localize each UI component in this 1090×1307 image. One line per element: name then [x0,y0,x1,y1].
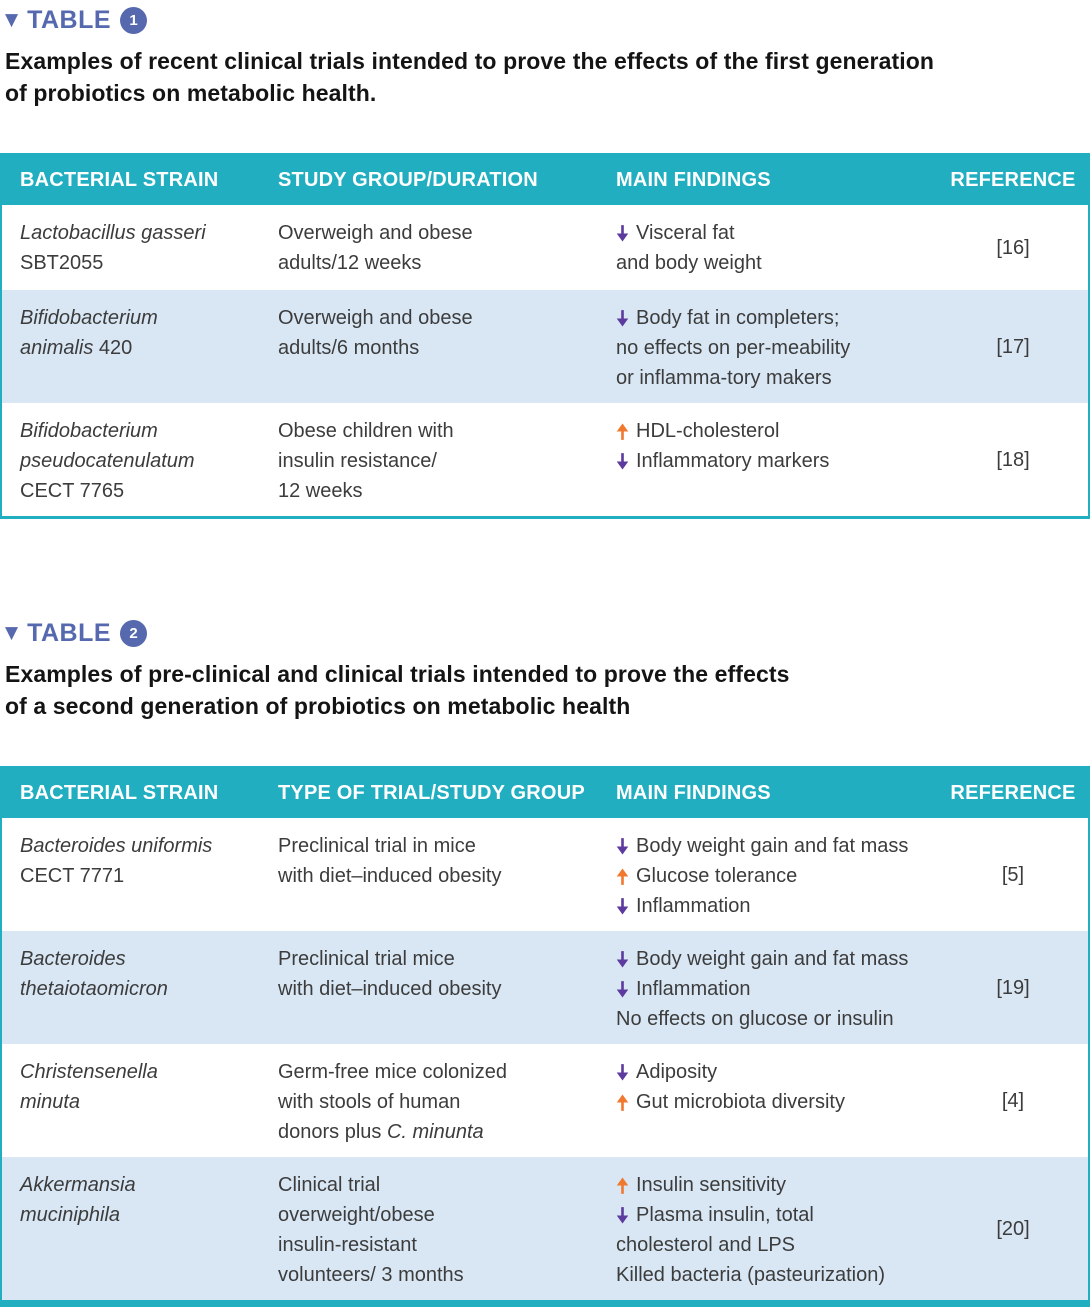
finding-text: Inflammation [636,895,751,917]
strain-line: Bifidobacterium [20,420,158,442]
table-1 [0,153,1090,519]
caption-line: of probiotics on metabolic health. [5,80,377,106]
table-row [2,818,1088,931]
column-header-bacterial-strain: BACTERIAL STRAIN [20,781,219,804]
findings-cell [598,818,938,931]
table-row [2,1044,1088,1157]
down-arrow-icon [616,951,629,968]
finding-text: Body weight gain and fat mass [636,948,909,970]
study-line: Obese children with [278,420,454,442]
study-cell [260,290,598,403]
down-arrow-icon [616,1207,629,1224]
study-line: Preclinical trial in mice [278,835,476,857]
finding-text: Adiposity [636,1061,718,1083]
table-label: TABLE [27,619,112,647]
strain-line: Bacteroides uniformis [20,835,213,857]
study-line: 12 weeks [278,480,363,502]
finding-line [616,303,932,333]
study-line: with diet–induced obesity [278,978,502,1000]
table-1-toggle[interactable] [0,6,1090,35]
finding-line [616,891,932,921]
collapse-triangle-icon: ▼ [5,623,19,643]
down-arrow-icon [616,453,629,470]
down-arrow-icon [616,898,629,915]
column-header-reference: REFERENCE [950,781,1076,804]
study-line: Germ-free mice colonized [278,1061,507,1083]
table-label: TABLE [27,6,112,34]
findings-cell [598,931,938,1044]
table-2-toggle[interactable] [0,619,1090,648]
finding-line [616,333,932,363]
strain-line: SBT2055 [20,252,104,274]
study-line: donors plus C. minunta [278,1121,484,1143]
table-2-caption [0,658,1090,722]
up-arrow-icon [616,1094,629,1111]
table-row [2,1157,1088,1300]
table-row [2,290,1088,403]
column-header-bacterial-strain: BACTERIAL STRAIN [20,168,219,191]
finding-text: and body weight [616,252,762,274]
finding-line [616,944,932,974]
finding-text: no effects on per-meability [616,337,851,359]
study-cell [260,205,598,290]
study-line: Preclinical trial mice [278,948,455,970]
column-header-study-group: STUDY GROUP/DURATION [278,168,538,191]
findings-cell [598,290,938,403]
column-header-trial-type: TYPE OF TRIAL/STUDY GROUP [278,781,585,804]
findings-cell [598,205,938,290]
strain-cell [2,818,260,931]
study-line: adults/6 months [278,337,420,359]
table-row [2,205,1088,290]
finding-text: Body fat in completers; [636,307,840,329]
strain-line: animalis 420 [20,337,133,359]
strain-cell [2,205,260,290]
strain-line: CECT 7765 [20,480,125,502]
table-2 [0,766,1090,1307]
finding-text: Glucose tolerance [636,865,798,887]
study-line: overweight/obese [278,1204,435,1226]
finding-line [616,218,932,248]
reference-cell: [4] [1001,1089,1025,1112]
table-header-row [2,155,1088,205]
strain-line: CECT 7771 [20,865,125,887]
study-line: adults/12 weeks [278,252,422,274]
finding-text: Killed bacteria (pasteurization) [616,1264,886,1286]
strain-line: muciniphila [20,1204,121,1226]
study-line: with stools of human [278,1091,461,1113]
reference-cell: [16] [996,236,1030,259]
caption-line: Examples of recent clinical trials intended to prove the effects of the first generation [5,48,935,74]
finding-text: Plasma insulin, total [636,1204,814,1226]
column-header-main-findings: MAIN FINDINGS [616,168,771,191]
finding-line [616,974,932,1004]
finding-line [616,1170,932,1200]
table-number-badge: 2 [120,620,147,647]
strain-line: Akkermansia [20,1174,136,1196]
findings-cell [598,1044,938,1157]
finding-line [616,248,932,278]
study-cell [260,818,598,931]
strain-line: minuta [20,1091,81,1113]
finding-text: HDL-cholesterol [636,420,780,442]
finding-text: Inflammation [636,978,751,1000]
strain-line: thetaiotaomicron [20,978,168,1000]
down-arrow-icon [616,225,629,242]
finding-text: Body weight gain and fat mass [636,835,909,857]
study-line: insulin-resistant [278,1234,417,1256]
reference-cell: [18] [996,448,1030,471]
study-line: Overweigh and obese [278,307,473,329]
strain-line: Bacteroides [20,948,126,970]
finding-text: Gut microbiota diversity [636,1091,845,1113]
finding-text: Visceral fat [636,222,735,244]
finding-line [616,1200,932,1230]
study-line: Overweigh and obese [278,222,473,244]
down-arrow-icon [616,838,629,855]
study-line: Clinical trial [278,1174,381,1196]
table-number-badge: 1 [120,7,147,34]
study-line: with diet–induced obesity [278,865,502,887]
strain-line: Lactobacillus gasseri [20,222,206,244]
reference-cell: [20] [996,1217,1030,1240]
finding-text: or inflamma-tory makers [616,367,832,389]
table-row [2,403,1088,516]
finding-text: Insulin sensitivity [636,1174,787,1196]
finding-line [616,1260,932,1290]
finding-line [616,446,932,476]
finding-text: cholesterol and LPS [616,1234,796,1256]
table-1-caption [0,45,1090,109]
finding-text: No effects on glucose or insulin [616,1008,894,1030]
table-header-row [2,768,1088,818]
finding-line [616,1057,932,1087]
strain-line: Bifidobacterium [20,307,158,329]
table-row [2,931,1088,1044]
caption-line: Examples of pre-clinical and clinical trials intended to prove the effects [5,661,790,687]
strain-cell [2,290,260,403]
strain-line: pseudocatenulatum [20,450,195,472]
down-arrow-icon [616,1064,629,1081]
strain-cell [2,931,260,1044]
finding-line [616,1004,932,1034]
finding-line [616,1087,932,1117]
study-cell [260,931,598,1044]
caption-line: of a second generation of probiotics on metabolic health [5,693,631,719]
up-arrow-icon [616,868,629,885]
finding-line [616,363,932,393]
strain-cell [2,1044,260,1157]
finding-line [616,861,932,891]
finding-text: Inflammatory markers [636,450,830,472]
study-cell [260,403,598,516]
reference-cell: [19] [996,976,1030,999]
column-header-main-findings: MAIN FINDINGS [616,781,771,804]
reference-cell: [5] [1001,863,1025,886]
up-arrow-icon [616,1177,629,1194]
reference-cell: [17] [996,335,1030,358]
strain-line: Christensenella [20,1061,158,1083]
findings-cell [598,403,938,516]
strain-cell [2,403,260,516]
up-arrow-icon [616,423,629,440]
finding-line [616,1230,932,1260]
strain-cell [2,1157,260,1300]
study-cell [260,1157,598,1300]
study-line: insulin resistance/ [278,450,437,472]
down-arrow-icon [616,310,629,327]
study-cell [260,1044,598,1157]
findings-cell [598,1157,938,1300]
finding-line [616,416,932,446]
collapse-triangle-icon: ▼ [5,10,19,30]
study-line: volunteers/ 3 months [278,1264,464,1286]
column-header-reference: REFERENCE [950,168,1076,191]
finding-line [616,831,932,861]
down-arrow-icon [616,981,629,998]
